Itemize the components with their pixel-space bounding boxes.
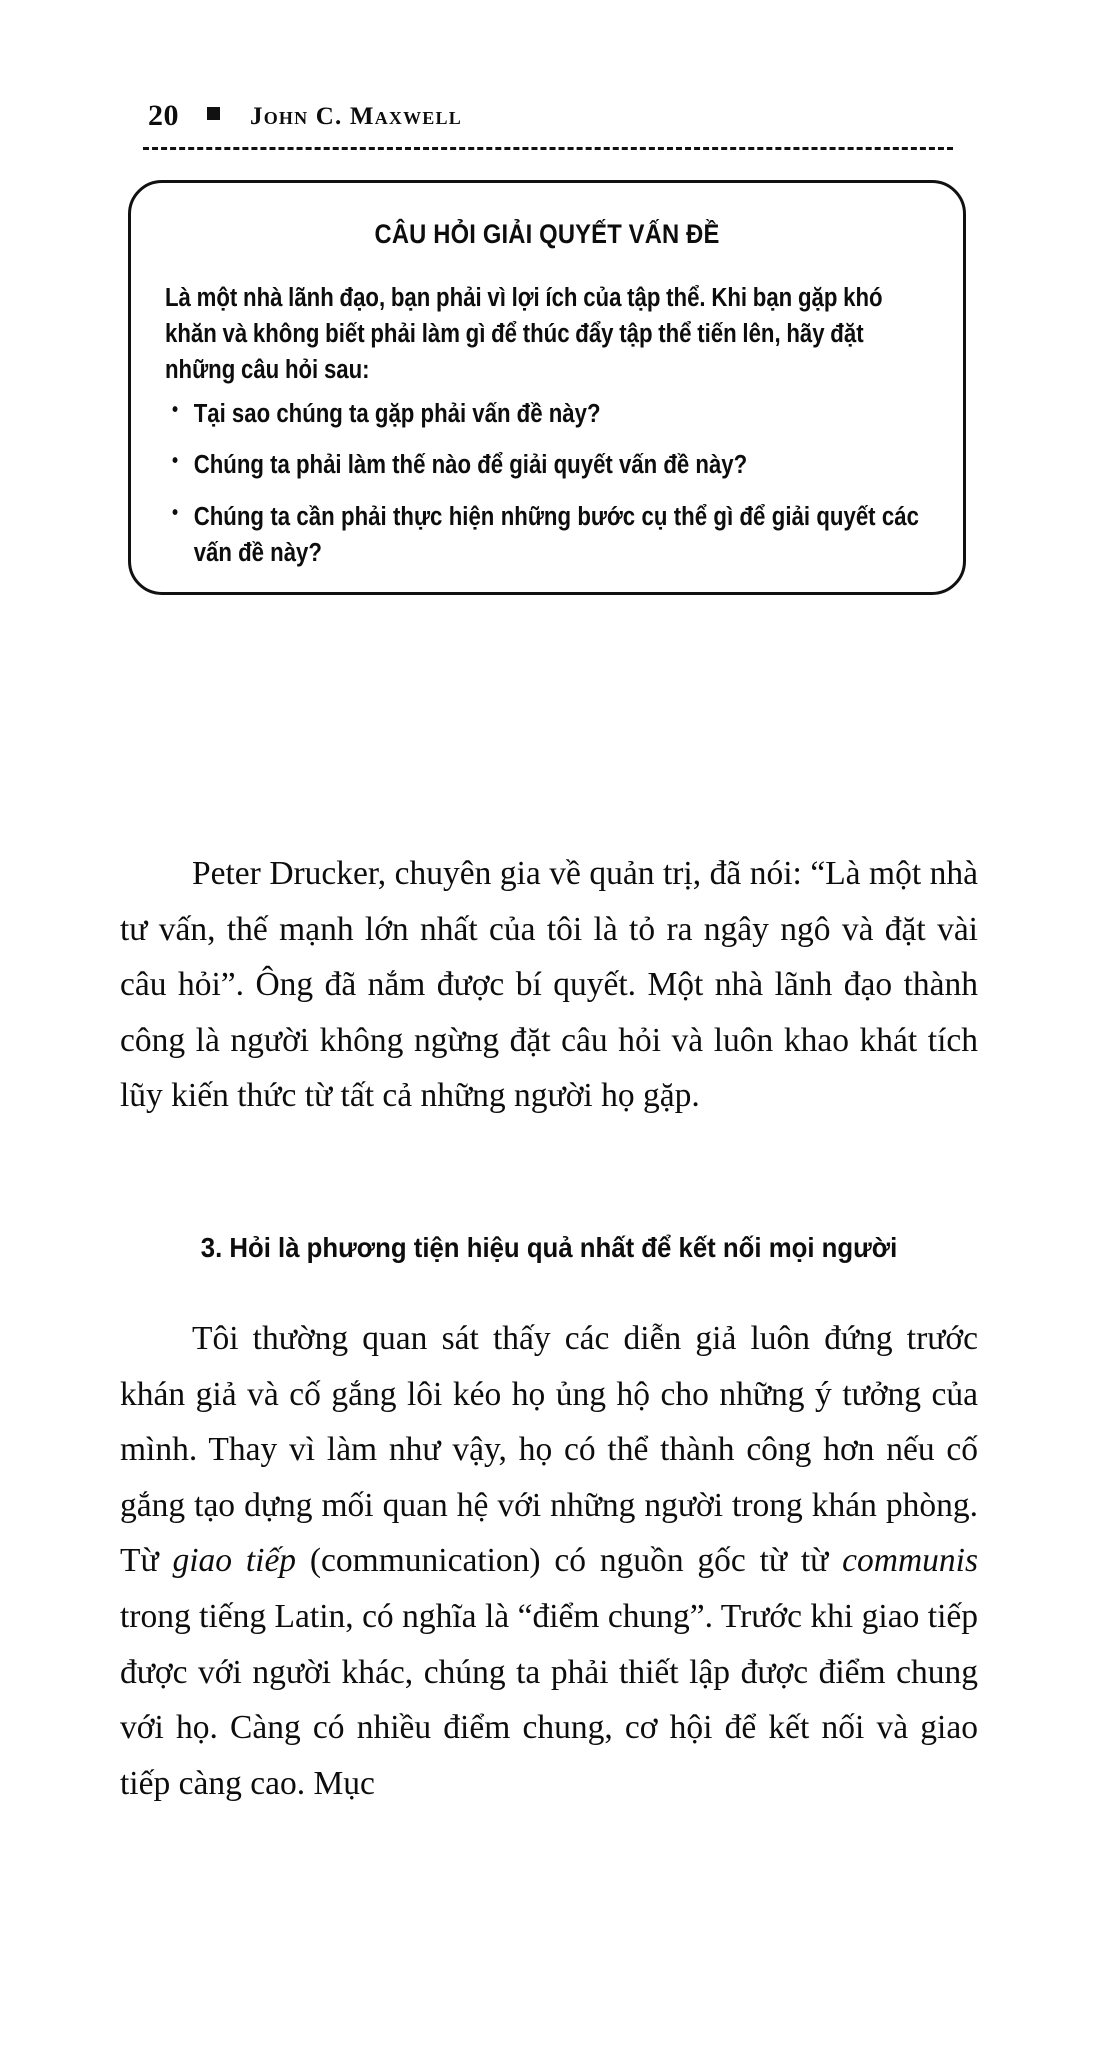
list-item: • Tại sao chúng ta gặp phải vấn đề này? [165,397,929,433]
paragraph-segment: trong tiếng Latin, có nghĩa là “điểm chung”. Trước khi giao tiếp được với người khác, chúng ta phải thiết lập được điểm chung với họ. Càng có nhiều điểm chung, cơ hội để kết nối và giao tiếp càng cao. Mục [120,1598,978,1802]
body-paragraph-drucker [120,846,978,1124]
paragraph-segment: Tôi thường quan sát thấy các diễn giả luôn đứng trước khán giả và cố gắng lôi kéo họ ủng hộ cho những ý tưởng của mình. Thay vì làm như vậy, họ có thể thành công hơn nếu cố gắng tạo dựng mối quan hệ với những người trong khán phòng. Từ [120,1320,978,1580]
paragraph-text: Peter Drucker, chuyên gia về quản trị, đã nói: “Là một nhà tư vấn, thế mạnh lớn nhất của tôi là tỏ ra ngây ngô và đặt vài câu hỏi”. Ông đã nắm được bí quyết. Một nhà lãnh đạo thành công là người không ngừng đặt câu hỏi và luôn khao khát tích lũy kiến thức từ tất cả những người họ gặp. [120,855,978,1115]
paragraph-text [120,1311,978,1811]
list-item: • Chúng ta cần phải thực hiện những bước cụ thể gì để giải quyết các vấn đề này? [165,500,929,571]
header-dashed-rule [143,147,953,150]
square-bullet-icon [207,107,220,120]
callout-intro-text: Là một nhà lãnh đạo, bạn phải vì lợi ích của tập thể. Khi bạn gặp khó khăn và không biết phải làm gì để thúc đẩy tập thể tiến lên, hãy đặt những câu hỏi sau: [165,284,883,385]
running-header [148,96,462,136]
page-number: 20 [148,99,179,132]
paragraph-segment: (communication) có nguồn gốc từ từ [296,1542,843,1580]
callout-box [128,180,966,595]
section-subheading: 3. Hỏi là phương tiện hiệu quả nhất để kết nối mọi người [200,1232,898,1263]
body-paragraph-speakers [120,1311,978,1811]
header-author-name: John C. Maxwell [250,102,462,130]
callout-question-list [165,397,929,572]
italic-term-communis: communis [842,1542,979,1580]
italic-term-giao: giao [172,1542,232,1580]
italic-term-tiep: tiếp [245,1542,297,1580]
list-item: • Chúng ta phải làm thế nào để giải quyết vấn đề này? [165,448,929,484]
paragraph-space [232,1542,246,1579]
callout-title: CÂU HỎI GIẢI QUYẾT VẤN ĐỀ [374,219,720,249]
